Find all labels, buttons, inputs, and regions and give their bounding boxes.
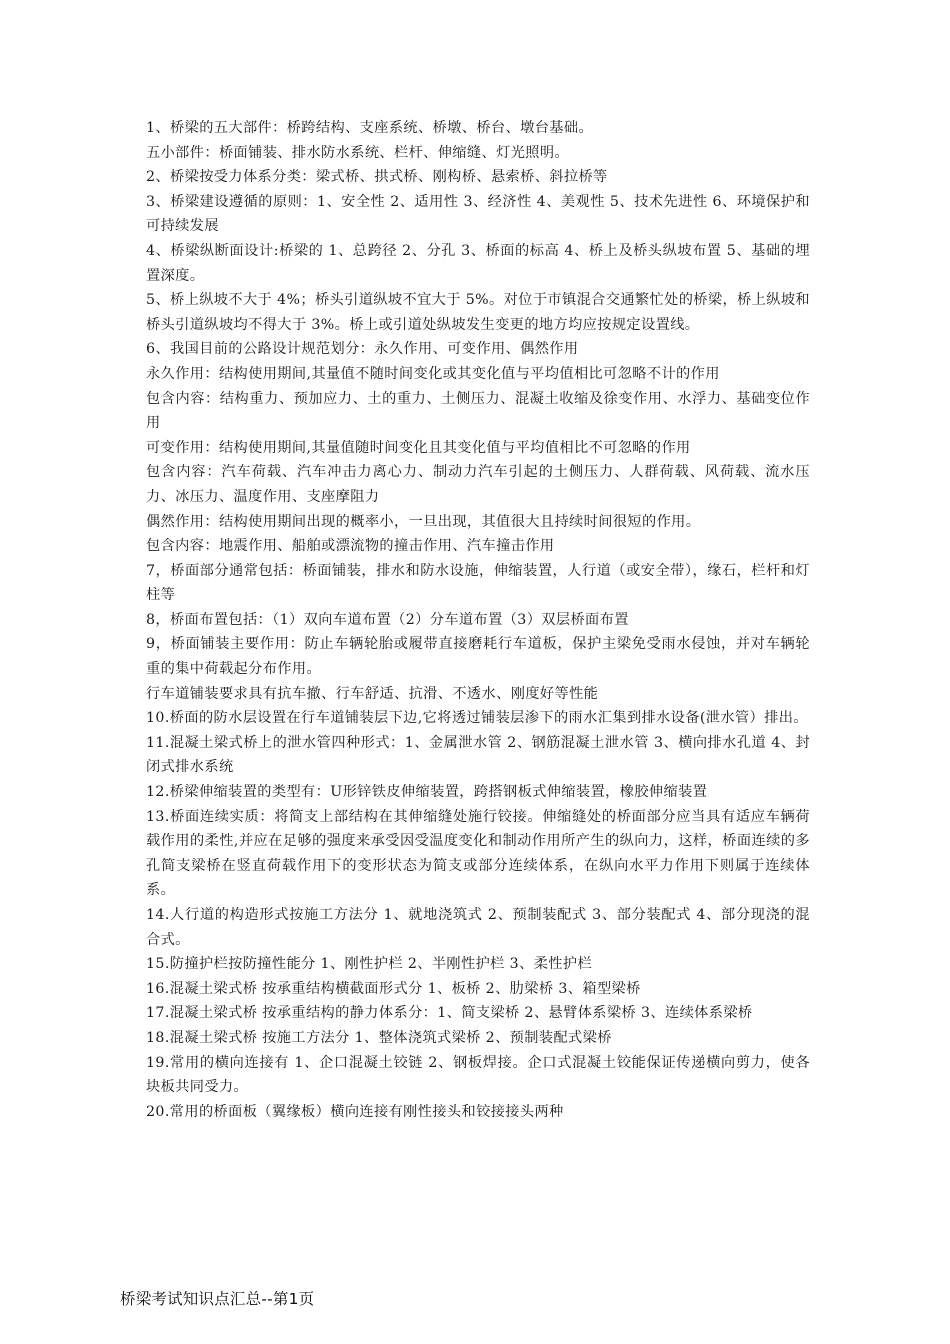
- paragraph: 偶然作用：结构使用期间出现的概率小，一旦出现，其值很大且持续时间很短的作用。: [146, 513, 701, 530]
- paragraph: 15.防撞护栏按防撞性能分 1、刚性护栏 2、半刚性护栏 3、柔性护栏: [146, 956, 593, 973]
- paragraph: 4、桥梁纵断面设计:桥梁的 1、总跨径 2、分孔 3、桥面的标高 4、桥上及桥头纵坡布置 5、基础的埋置深度。: [146, 242, 810, 284]
- paragraph: 9，桥面铺装主要作用：防止车辆轮胎或履带直接磨耗行车道板，保护主梁免受雨水侵蚀，并对车辆轮重的集中荷载起分布作用。: [146, 636, 810, 678]
- paragraph: 20.常用的桥面板（翼缘板）横向连接有刚性接头和铰接接头两种: [146, 1103, 564, 1120]
- paragraph: 5、桥上纵坡不大于 4%；桥头引道纵坡不宜大于 5%。对位于市镇混合交通繁忙处的桥梁，桥上纵坡和桥头引道纵坡均不得大于 3%。桥上或引道处纵坡发生变更的地方均应按规定设置线。: [146, 292, 810, 333]
- paragraph: 8，桥面布置包括：（1）双向车道布置（2）分车道布置（3）双层桥面布置: [146, 611, 629, 628]
- paragraph: 11.混凝土梁式桥上的泄水管四种形式：1、金属泄水管 2、钢筋混凝土泄水管 3、横向排水孔道 4、封闭式排水系统: [146, 734, 810, 776]
- document-body: [146, 116, 810, 1124]
- paragraph: 10.桥面的防水层设置在行车道铺装层下边,它将透过铺装层渗下的雨水汇集到排水设备(泄水管）排出。: [146, 710, 808, 727]
- paragraph: 1、桥梁的五大部件：桥跨结构、支座系统、桥墩、桥台、墩台基础。: [146, 120, 594, 136]
- paragraph: 包含内容：结构重力、预加应力、土的重力、土侧压力、混凝土收缩及徐变作用、水浮力、基础变位作用: [146, 390, 810, 432]
- paragraph: 3、桥梁建设遵循的原则：1、安全性 2、适用性 3、经济性 4、美观性 5、技术先进性 6、环境保护和可持续发展: [146, 193, 810, 235]
- paragraph: 五小部件：桥面铺装、排水防水系统、栏杆、伸缩缝、灯光照明。: [146, 144, 570, 161]
- paragraph: 12.桥梁伸缩装置的类型有：U形锌铁皮伸缩装置，跨搭钢板式伸缩装置，橡胶伸缩装置: [146, 784, 708, 801]
- paragraph: 行车道铺装要求具有抗车撤、行车舒适、抗滑、不透水、刚度好等性能: [146, 685, 599, 702]
- paragraph: 13.桥面连续实质：将简支上部结构在其伸缩缝处施行铰接。伸缩缝处的桥面部分应当具有适应车辆荷载作用的柔性,并应在足够的强度来承受因受温度变化和制动作用所产生的纵向力，这样，桥面连续的多孔简支梁桥在竖直荷载作用下的变形状态为简支或部分连续体系，在纵向水平力作用下则属于连续体系。: [146, 808, 810, 899]
- paragraph: 2、桥梁按受力体系分类：梁式桥、拱式桥、刚构桥、悬索桥、斜拉桥等: [146, 169, 608, 186]
- paragraph: 7，桥面部分通常包括：桥面铺装，排水和防水设施，伸缩装置，人行道（或安全带），缘石，栏杆和灯柱等: [146, 562, 810, 604]
- paragraph: 18.混凝土梁式桥 按施工方法分 1、整体浇筑式梁桥 2、预制装配式梁桥: [146, 1029, 612, 1046]
- paragraph: 19.常用的横向连接有 1、企口混凝土铰链 2、钢板焊接。企口式混凝土铰能保证传递横向剪力，使各块板共同受力。: [146, 1054, 810, 1096]
- paragraph: 包含内容：汽车荷载、汽车冲击力离心力、制动力汽车引起的土侧压力、人群荷载、风荷载、流水压力、冰压力、温度作用、支座摩阻力: [146, 464, 810, 505]
- paragraph: 包含内容：地震作用、船舶或漂流物的撞击作用、汽车撞击作用: [146, 538, 555, 555]
- paragraph: 6、我国目前的公路设计规范划分：永久作用、可变作用、偶然作用: [146, 341, 579, 358]
- paragraph: 17.混凝土梁式桥 按承重结构的静力体系分：1、简支梁桥 2、悬臂体系梁桥 3、连续体系梁桥: [146, 1005, 753, 1022]
- paragraph: 16.混凝土梁式桥 按承重结构横截面形式分 1、板桥 2、肋梁桥 3、箱型梁桥: [146, 980, 641, 997]
- page-footer: 桥梁考试知识点汇总--第1页: [120, 1290, 315, 1308]
- paragraph: 永久作用：结构使用期间,其量值不随时间变化或其变化值与平均值相比可忽略不计的作用: [146, 365, 720, 382]
- paragraph: 14.人行道的构造形式按施工方法分 1、就地浇筑式 2、预制装配式 3、部分装配式 4、部分现浇的混合式。: [146, 907, 810, 948]
- paragraph: 可变作用：结构使用期间,其量值随时间变化且其变化值与平均值相比不可忽略的作用: [146, 439, 691, 456]
